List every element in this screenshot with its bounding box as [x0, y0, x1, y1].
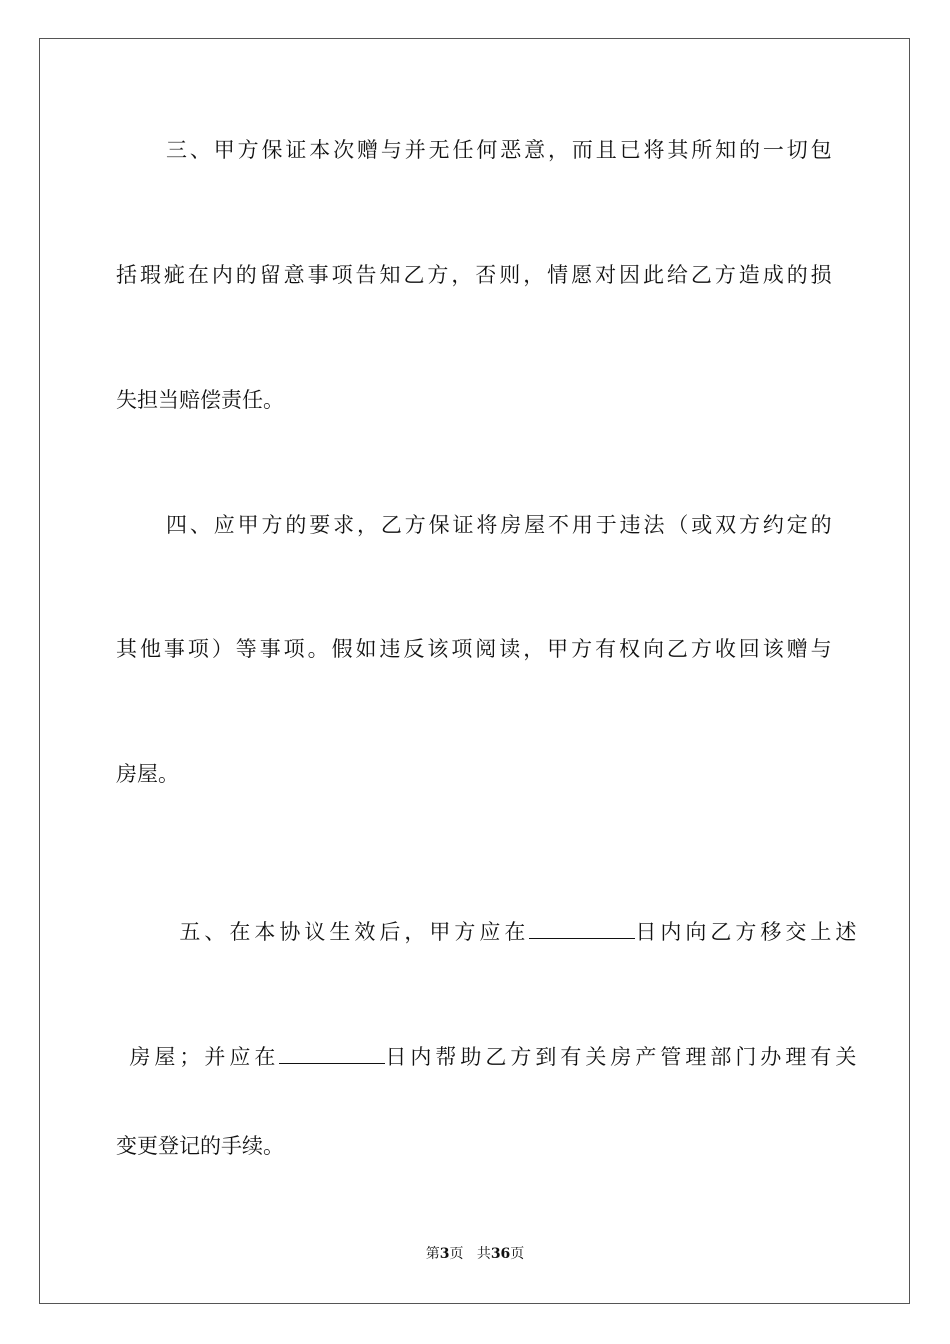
footer-total-pages: 36	[490, 1246, 511, 1262]
clause-3-line-3: 失担当赔偿责任。	[116, 388, 284, 412]
clause-4-line-3: 房屋。	[116, 762, 179, 786]
clause-4-line-2: 其 他 事 项 ） 等 事 项 。 假 如 违 反 该 项 阅 读 ， 甲 方 有 权 向 乙 方 收 回 该 赠 与	[116, 637, 832, 661]
clause-5-line-1-after: 日内向乙方移交上述	[635, 920, 861, 944]
footer-page-suffix: 页	[449, 1246, 464, 1262]
clause-5-line-1	[166, 881, 861, 944]
clause-5-line-1-before: 五、在本协议生效后，甲方应在	[179, 920, 530, 944]
clause-5-line-2	[116, 1006, 861, 1069]
clause-4-line-1: 四 、 应 甲 方 的 要 求 ， 乙 方 保 证 将 房 屋 不 用 于 违 法 （ 或 双 方 约 定 的	[166, 513, 832, 537]
footer-page-prefix: 第	[425, 1246, 440, 1262]
clause-3-line-1: 三 、 甲 方 保 证 本 次 赠 与 并 无 任 何 恶 意 ， 而 且 已 将 其 所 知 的 一 切 包	[166, 138, 832, 162]
page-footer	[0, 1245, 950, 1263]
footer-page-number: 3	[439, 1246, 450, 1262]
blank-days-registration	[279, 1043, 385, 1064]
clause-5-line-3: 变更登记的手续。	[116, 1134, 284, 1158]
clause-5-line-2-before: 房屋；并应在	[129, 1045, 280, 1069]
blank-days-handover	[529, 918, 635, 939]
footer-total-suffix: 页	[510, 1246, 525, 1262]
page-border	[39, 38, 910, 1304]
clause-3-line-2: 括 瑕 疵 在 内 的 留 意 事 项 告 知 乙 方 ， 否 则 ， 情 愿 对 因 此 给 乙 方 造 成 的 损	[116, 263, 832, 287]
clause-5-line-2-after: 日内帮助乙方到有关房产管理部门办理有关	[385, 1045, 861, 1069]
footer-total-prefix: 共	[476, 1246, 491, 1262]
